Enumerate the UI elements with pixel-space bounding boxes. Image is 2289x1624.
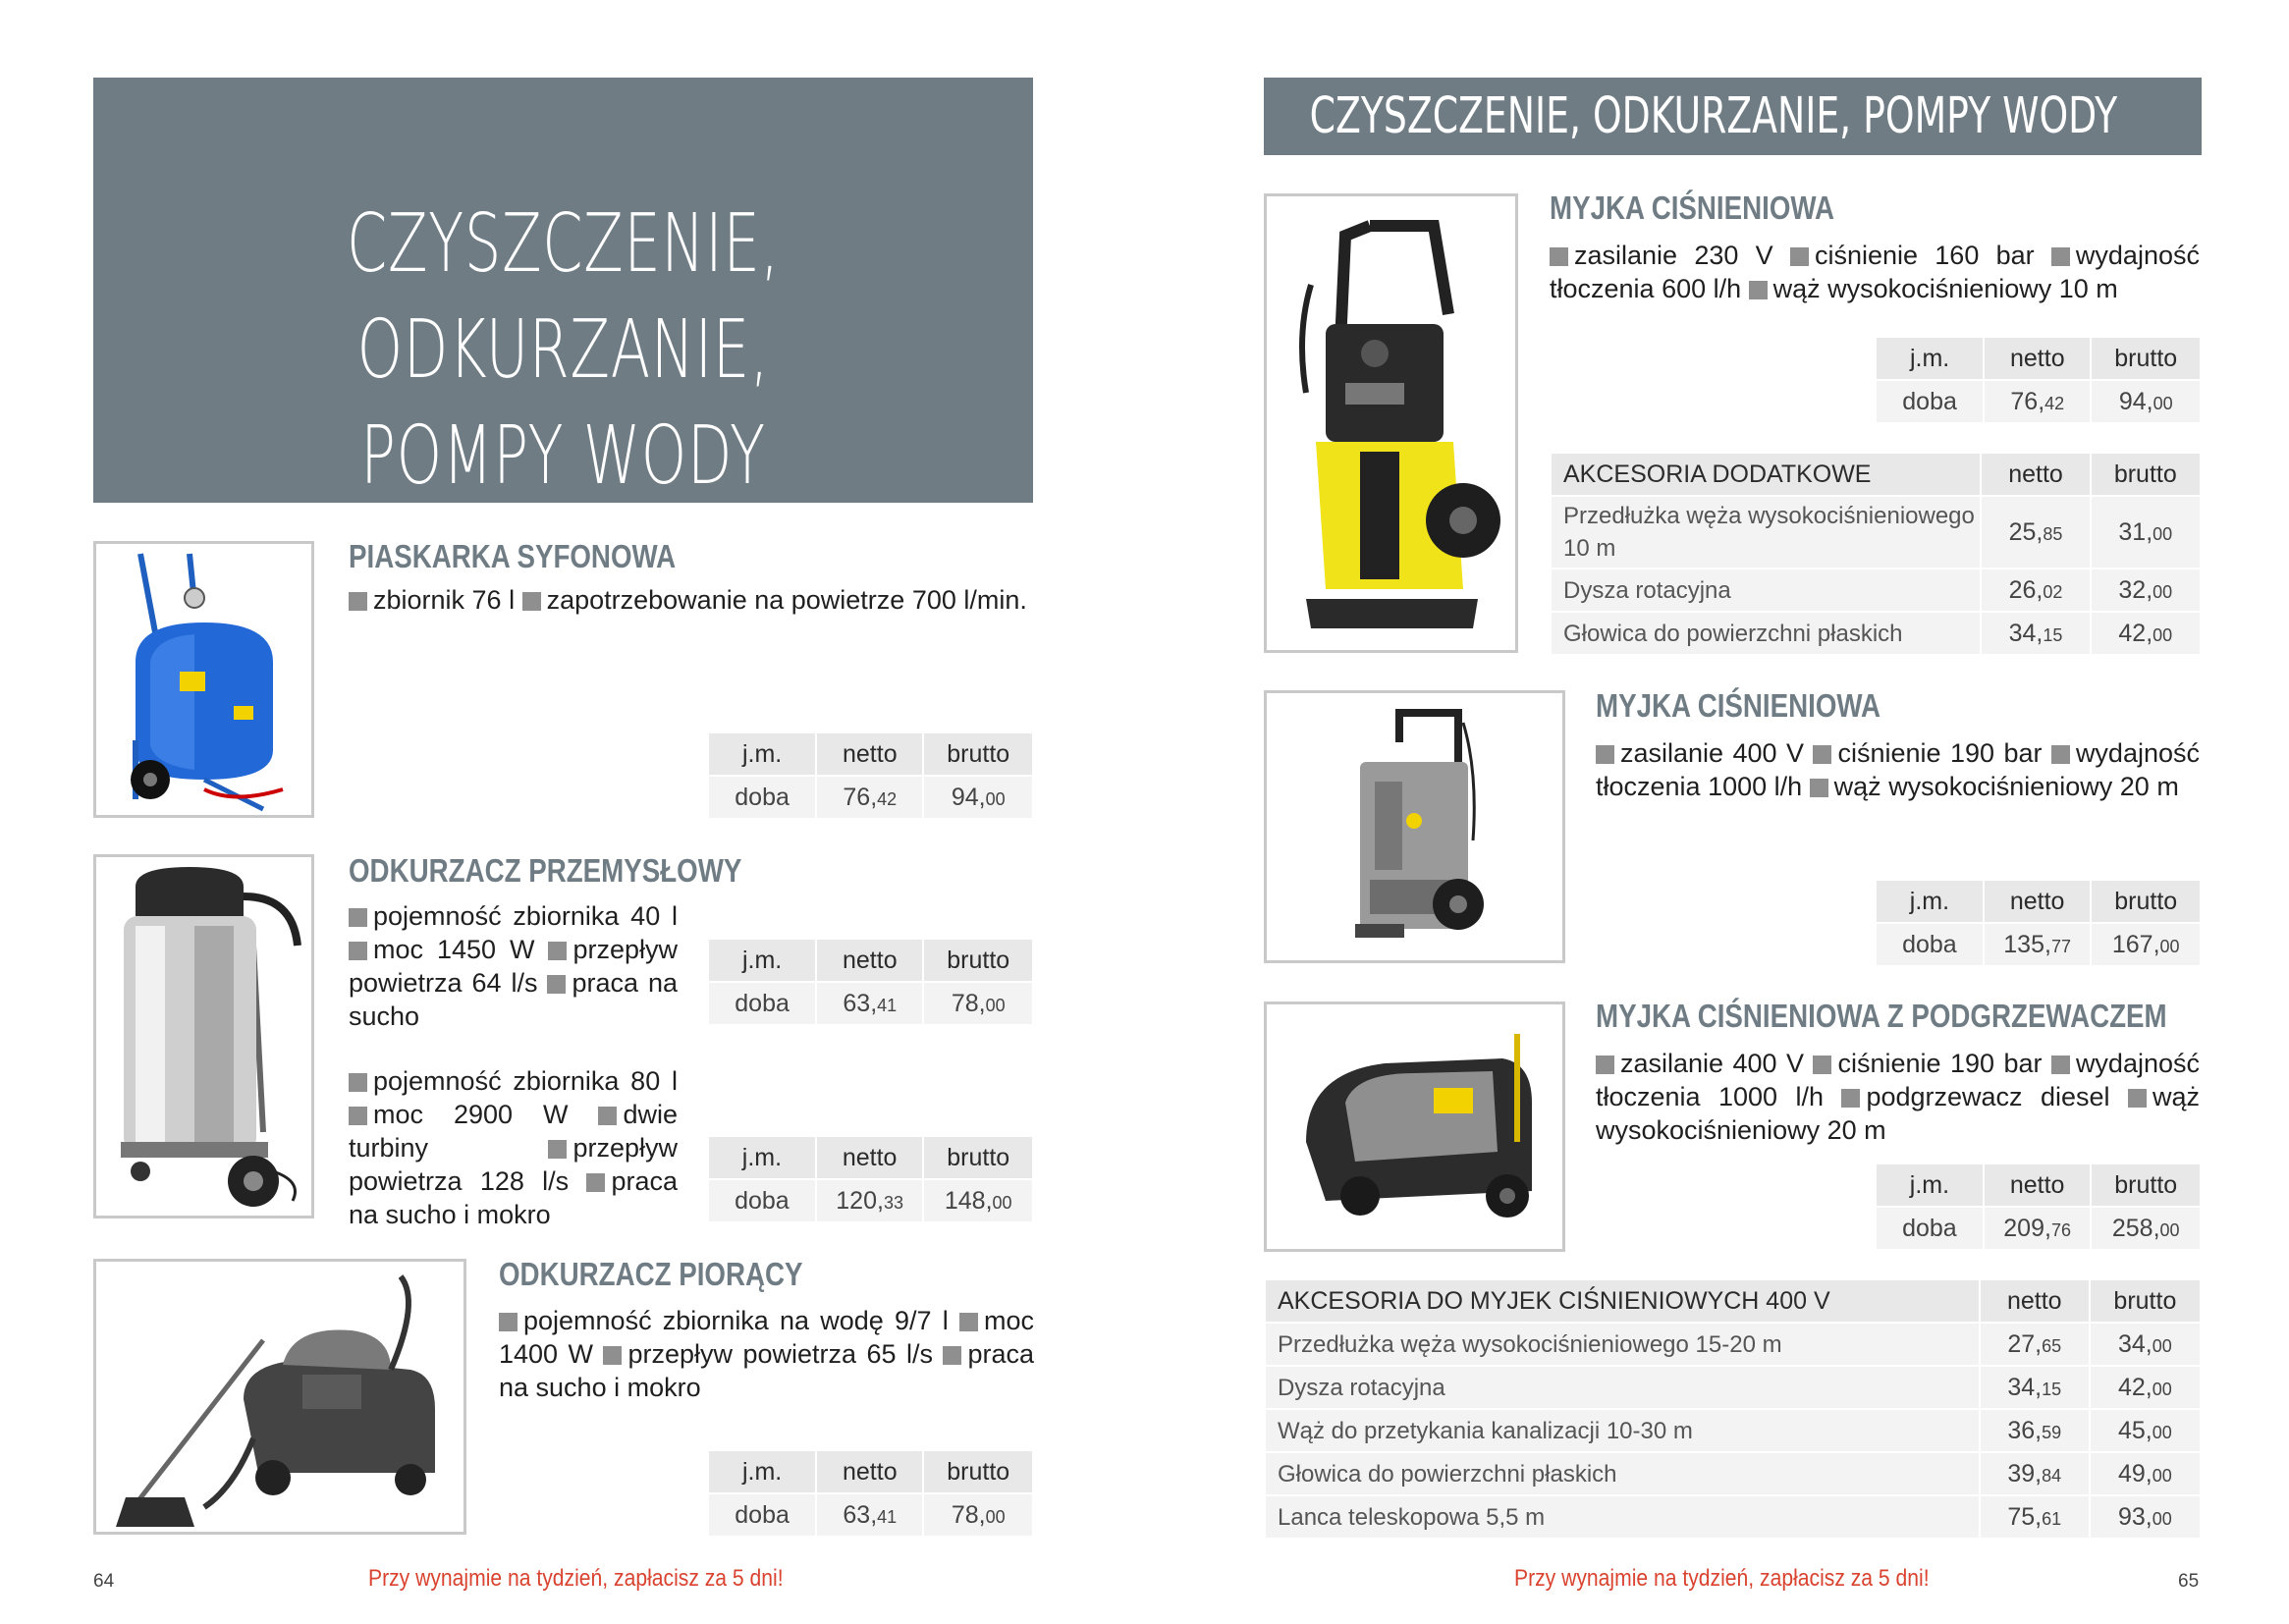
bullet-square <box>1813 745 1831 764</box>
odkurzacz-price-table-1: j.m. netto brutto doba 63,41 78,00 <box>707 938 1034 1026</box>
myjka3-title: MYJKA CIŚNIENIOWA Z PODGRZEWACZEM <box>1596 998 2167 1034</box>
odkurzacz-specs-1: pojemność zbiornika 40 l moc 1450 W przepływ powietrza 64 l/s praca na sucho <box>349 901 678 1031</box>
accessory-row: Przedłużka węża wysokociśnieniowego 10 m 25,85 31,00 <box>1551 496 2201 568</box>
piorący-title: ODKURZACZ PIORĄCY <box>499 1256 803 1292</box>
myjka1-accessories-table: AKCESORIA DODATKOWE netto brutto Przedłużka węża wysokociśnieniowego 10 m 25,85 31,00 Dysza rotacyjna 26,02 32,00 Głowica do powierzchni płaskich 34,15 42,00 <box>1550 452 2202 656</box>
piaskarka-title: PIASKARKA SYFONOWA <box>349 538 677 574</box>
hero-banner <box>93 78 1033 503</box>
vacuum-cleaner-icon <box>96 857 311 1216</box>
bullet-square <box>959 1313 978 1331</box>
bullet-square <box>349 908 367 927</box>
vacuum-image <box>93 854 314 1218</box>
bullet-square <box>1790 247 1809 266</box>
myjka1-specs: zasilanie 230 V ciśnienie 160 bar wydajność tłoczenia 600 l/h wąż wysokociśnieniowy 10 m <box>1550 241 2200 303</box>
piaskarka-specs: zbiornik 76 l zapotrzebowanie na powietrze 700 l/min. <box>349 583 1036 617</box>
bullet-square <box>349 942 367 960</box>
odkurzacz-specs-2: pojemność zbiornika 80 l moc 2900 W dwie turbiny przepływ powietrza 128 l/s praca na sucho i mokro <box>349 1066 678 1229</box>
bullet-square <box>603 1346 622 1365</box>
sandblaster-icon <box>96 544 311 815</box>
bullet-square <box>349 1073 367 1092</box>
accessory-row: Dysza rotacyjna 26,02 32,00 <box>1551 568 2201 612</box>
bullet-square <box>1749 281 1768 299</box>
sandblaster-image <box>93 541 314 818</box>
bullet-square <box>2051 1056 2070 1074</box>
myjka2-price-table: j.m. netto brutto doba 135,77 167,00 <box>1875 879 2202 967</box>
pressure-washer-icon <box>1267 693 1562 960</box>
accessory-row: Głowica do powierzchni płaskich 39,84 49,00 <box>1265 1452 2201 1495</box>
bullet-square <box>1841 1089 1860 1108</box>
pressure-washer-2-image <box>1264 690 1565 963</box>
bullet-square <box>1596 1056 1614 1074</box>
bullet-square <box>2128 1089 2147 1108</box>
odkurzacz-price-table-2: j.m. netto brutto doba 120,33 148,00 <box>707 1135 1034 1223</box>
section-banner: CZYSZCZENIE, ODKURZANIE, POMPY WODY <box>1264 78 2202 155</box>
accessory-row: Dysza rotacyjna 34,15 42,00 <box>1265 1366 2201 1409</box>
pressure-washer-1-image <box>1264 193 1518 653</box>
page-number-left: 64 <box>93 1571 115 1592</box>
bullet-square <box>522 592 541 611</box>
odkurzacz-title: ODKURZACZ PRZEMYSŁOWY <box>349 852 742 889</box>
myjka1-price-table: j.m. netto brutto doba 76,42 94,00 <box>1875 336 2202 424</box>
hero-line-1: CZYSZCZENIE, <box>347 197 780 291</box>
bullet-square <box>943 1346 961 1365</box>
bullet-square <box>586 1173 605 1192</box>
heated-pressure-washer-image <box>1264 1001 1565 1252</box>
piorący-price-table: j.m. netto brutto doba 63,41 78,00 <box>707 1449 1034 1538</box>
heated-pressure-washer-icon <box>1267 1004 1562 1249</box>
myjka2-title: MYJKA CIŚNIENIOWA <box>1596 687 1881 724</box>
piaskarka-price-table: j.m. netto brutto doba 76,42 94,00 <box>707 731 1034 820</box>
footnote-left: Przy wynajmie na tydzień, zapłacisz za 5 dni! <box>368 1565 784 1592</box>
footnote-right: Przy wynajmie na tydzień, zapłacisz za 5 dni! <box>1514 1565 1930 1592</box>
hero-line-2: ODKURZANIE, <box>356 303 770 397</box>
bullet-square <box>598 1107 617 1125</box>
wet-vacuum-image <box>93 1259 466 1535</box>
bullet-square <box>548 942 567 960</box>
bullet-square <box>349 1107 367 1125</box>
bullet-square <box>2051 745 2070 764</box>
accessory-row: Wąż do przetykania kanalizacji 10-30 m 36,59 45,00 <box>1265 1409 2201 1452</box>
bullet-square <box>1813 1056 1831 1074</box>
bullet-square <box>548 1140 567 1159</box>
myjka2-specs: zasilanie 400 V ciśnienie 190 bar wydajność tłoczenia 1000 l/h wąż wysokociśnieniowy 20 m <box>1596 738 2200 801</box>
pressure-washer-icon <box>1267 196 1515 650</box>
myjka3-specs: zasilanie 400 V ciśnienie 190 bar wydajność tłoczenia 1000 l/h podgrzewacz diesel wąż wysokociśnieniowy 20 m <box>1596 1049 2200 1145</box>
bullet-square <box>1550 247 1568 266</box>
wet-vacuum-icon <box>96 1262 463 1532</box>
bullet-square <box>349 592 367 611</box>
accessory-row: Głowica do powierzchni płaskich 34,15 42,00 <box>1551 612 2201 655</box>
bullet-square <box>1810 779 1828 797</box>
page-number-right: 65 <box>2178 1571 2200 1592</box>
hero-line-3: POMPY WODY <box>360 409 766 503</box>
accessory-row: Lanca teleskopowa 5,5 m 75,61 93,00 <box>1265 1495 2201 1539</box>
bullet-square <box>2051 247 2070 266</box>
bullet-square <box>1596 745 1614 764</box>
piorący-specs: pojemność zbiornika na wodę 9/7 l moc 1400 W przepływ powietrza 65 l/s praca na sucho i mokro <box>499 1306 1034 1402</box>
myjka1-title: MYJKA CIŚNIENIOWA <box>1550 189 1835 226</box>
accessory-row: Przedłużka węża wysokociśnieniowego 15-20 m 27,65 34,00 <box>1265 1323 2201 1366</box>
accessories-400v-table: AKCESORIA DO MYJEK CIŚNIENIOWYCH 400 V netto brutto Przedłużka węża wysokociśnieniowego 15-20 m 27,65 34,00 Dysza rotacyjna 34,15 42,00 Wąż do przetykania kanalizacji 10-30 m 36,59 45,00 Głowica do powierzchni płaskich 39,84 49,00 Lanca teleskopowa 5,5 m 75,61 93,00 <box>1264 1278 2202 1540</box>
bullet-square <box>547 975 566 994</box>
myjka3-price-table: j.m. netto brutto doba 209,76 258,00 <box>1875 1163 2202 1251</box>
bullet-square <box>499 1313 518 1331</box>
